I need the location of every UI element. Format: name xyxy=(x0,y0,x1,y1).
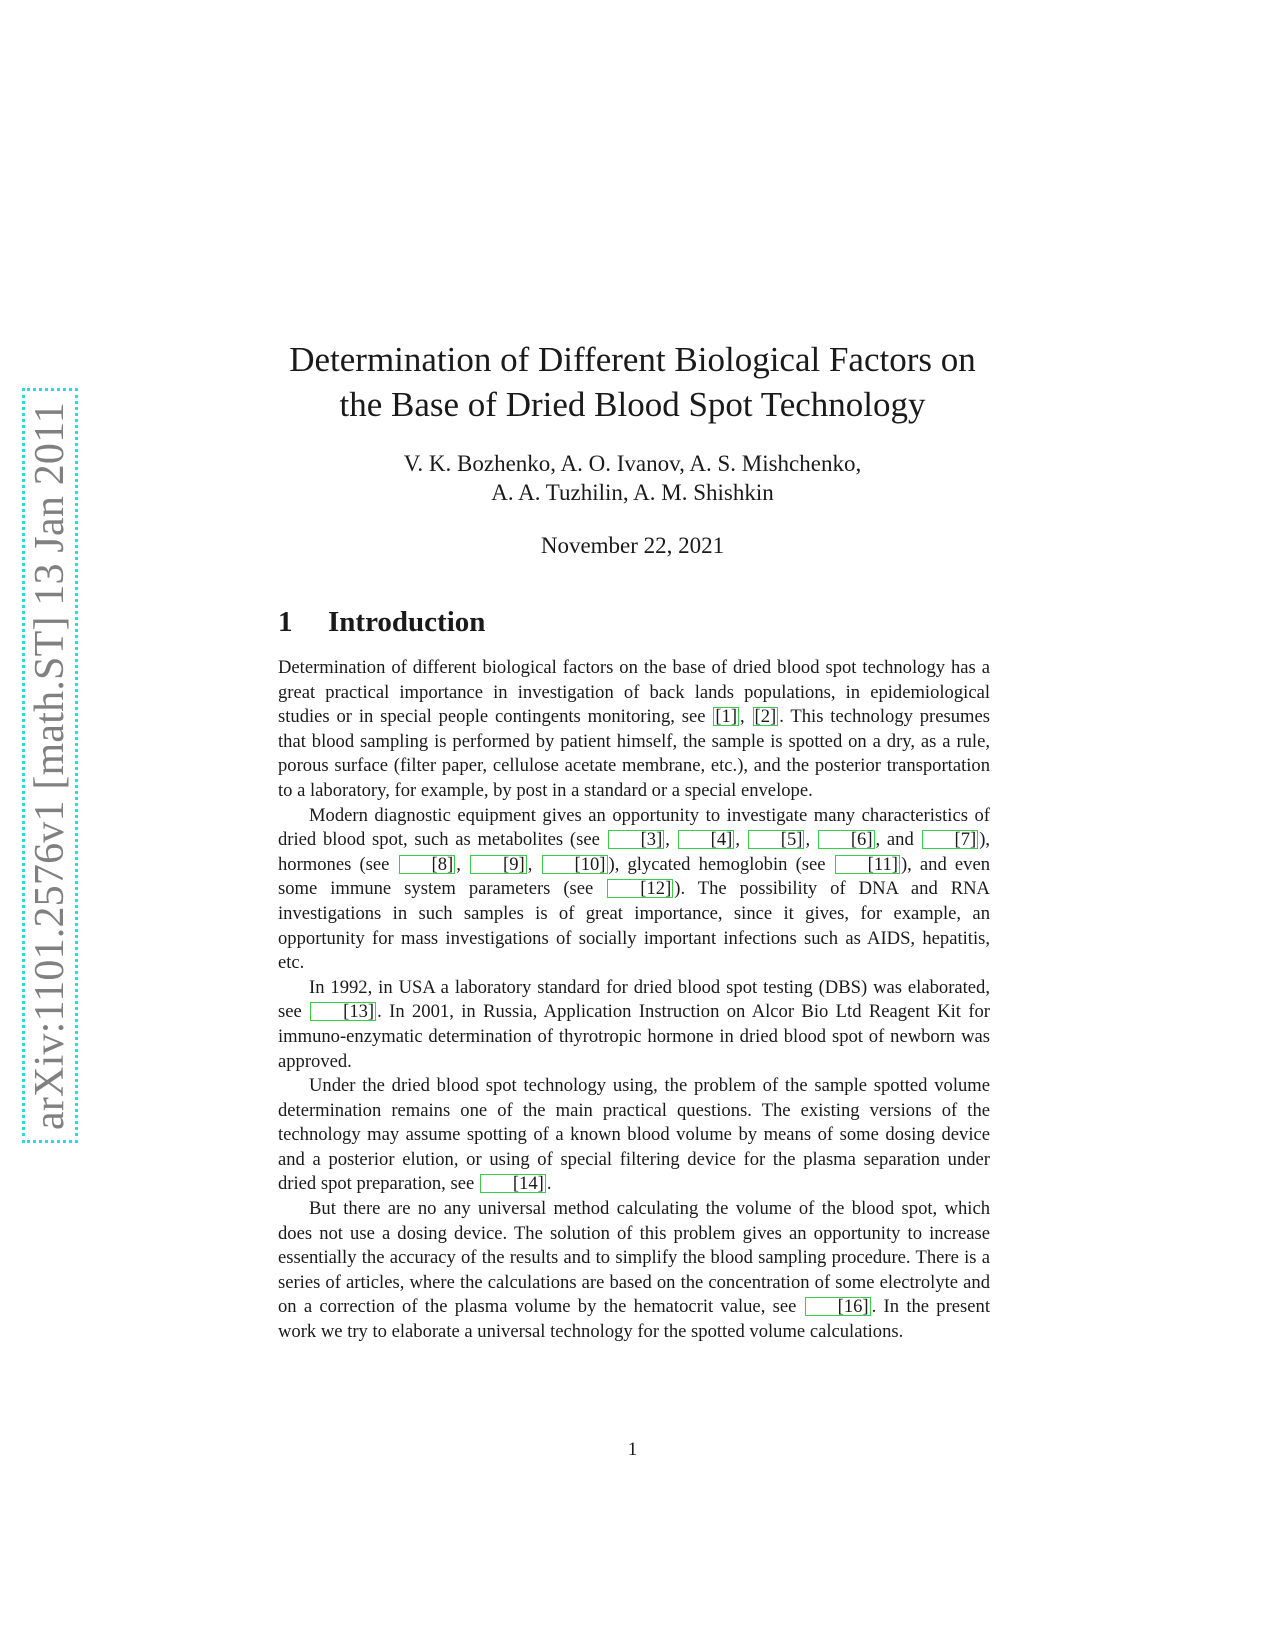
author-list xyxy=(275,449,990,507)
citation-link-16[interactable]: [16] xyxy=(805,1297,871,1316)
section-body xyxy=(278,656,990,1345)
text-run: , xyxy=(805,829,817,851)
citation-link-11[interactable]: [11] xyxy=(835,855,900,874)
arxiv-identifier[interactable]: arXiv:1101.2576v1 [math.ST] 13 Jan 2011 xyxy=(27,401,73,1130)
authors-line-2: A. A. Tuzhilin, A. M. Shishkin xyxy=(491,480,774,505)
citation-link-6[interactable]: [6] xyxy=(818,830,875,849)
citation-link-13[interactable]: [13] xyxy=(310,1002,376,1021)
text-run: ). The possibility of DNA and RNA investigations in such samples is of great importance, since it gives, for example, an opportunity for mass investigations of socially important infections such as AIDS, hepatitis, etc. xyxy=(278,878,990,974)
citation-link-2[interactable]: [2] xyxy=(754,706,777,728)
citation-link-10[interactable]: [10] xyxy=(542,855,608,874)
text-run: ), hormones (see xyxy=(278,829,991,875)
text-run: , xyxy=(527,853,541,875)
citation-link-7[interactable]: [7] xyxy=(922,830,979,849)
text-run: , and xyxy=(875,829,921,851)
text-run: , xyxy=(740,706,752,728)
citation-link-9[interactable]: [9] xyxy=(470,855,527,874)
paragraph-4 xyxy=(278,1074,990,1197)
authors-line-1: V. K. Bozhenko, A. O. Ivanov, A. S. Mishchenko, xyxy=(403,451,862,476)
text-run: But there are no any universal method calculating the volume of the blood spot, which does not use a dosing device. The solution of this problem gives an opportunity to increase essentially the accuracy of the results and to simplify the blood sampling procedure. There is a series of articles, where the calculations are based on the concentration of some electrolyte and on a correction of the plasma volume by the hematocrit value, see xyxy=(278,1198,990,1318)
text-run: , xyxy=(735,829,747,851)
paragraph-5 xyxy=(278,1197,990,1345)
text-run: , xyxy=(456,853,470,875)
paper-title xyxy=(275,337,990,427)
title-line-1: Determination of Different Biological Factors on xyxy=(289,340,976,379)
citation-link-8[interactable]: [8] xyxy=(399,855,456,874)
title-line-2: the Base of Dried Blood Spot Technology xyxy=(339,385,926,424)
page-number: 1 xyxy=(627,1439,638,1460)
paragraph-3 xyxy=(278,976,990,1074)
citation-link-5[interactable]: [5] xyxy=(748,830,805,849)
text-run: ), and even some immune system parameters (see xyxy=(278,853,991,900)
text-run: . This technology presumes that blood sampling is performed by patient himself, the sample is spotted on a dry, as a rule, porous surface (filter paper, cellulose acetate membrane, etc.), and the posterior transportation to a laboratory, for example, by post in a standard or a special envelope. xyxy=(278,706,990,801)
text-run: . In the present work we try to elaborate a universal technology for the spotted volume calculations. xyxy=(278,1296,990,1343)
citation-link-4[interactable]: [4] xyxy=(678,830,735,849)
text-run: In 1992, in USA a laboratory standard for dried blood spot testing (DBS) was elaborated, see xyxy=(278,976,990,1023)
text-run: Under the dried blood spot technology using, the problem of the sample spotted volume determination remains one of the main practical questions. The existing versions of the technology may assume spotting of a known blood volume by means of some dosing device and a posterior elution, or using of special filtering device for the plasma separation under dried spot preparation, see xyxy=(278,1075,990,1195)
text-run: Modern diagnostic equipment gives an opportunity to investigate many characteristics of dried blood spot, such as metabolites (see xyxy=(278,804,990,851)
citation-link-1[interactable]: [1] xyxy=(715,706,738,728)
text-run: , xyxy=(665,829,677,851)
citation-link-14[interactable]: [14] xyxy=(480,1174,546,1193)
paragraph-2 xyxy=(278,804,990,976)
paragraph-1 xyxy=(278,656,990,804)
text-run: . In 2001, in Russia, Application Instruction on Alcor Bio Ltd Reagent Kit for immuno-enzymatic determination of thyrotropic hormone in dried blood spot of newborn was approved. xyxy=(278,1001,990,1072)
section-title: Introduction xyxy=(328,606,486,638)
arxiv-stamp xyxy=(22,388,78,1143)
text-run: . xyxy=(546,1173,552,1195)
paper-date: November 22, 2021 xyxy=(540,533,725,558)
citation-link-3[interactable]: [3] xyxy=(608,830,665,849)
text-run: Determination of different biological factors on the base of dried blood spot technology has a great practical importance in investigation of back lands populations, in epidemiological studies or in special people contingents monitoring, see xyxy=(278,657,990,728)
citation-link-12[interactable]: [12] xyxy=(607,879,673,898)
text-run: ), glycated hemoglobin (see xyxy=(608,853,834,875)
section-number: 1 xyxy=(278,606,293,638)
section-heading xyxy=(278,605,485,639)
